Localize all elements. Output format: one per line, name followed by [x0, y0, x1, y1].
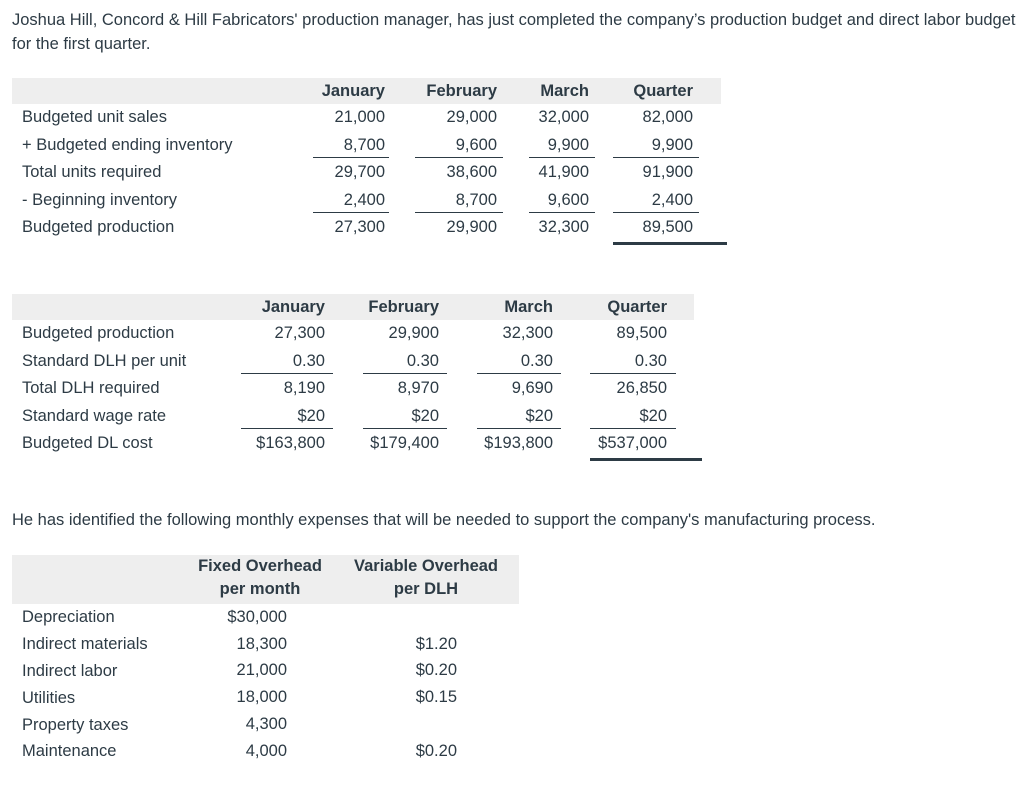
- header-january: January: [321, 81, 385, 100]
- header-blank: [12, 294, 225, 320]
- direct-labor-budget-table: [12, 294, 694, 458]
- row-label: Standard wage rate: [22, 406, 167, 425]
- cell-fixed: $30,000: [227, 607, 287, 626]
- cell-february: 29,000: [446, 108, 497, 127]
- cell-quarter: $537,000: [553, 430, 694, 458]
- table-row: [12, 738, 519, 765]
- header-blank: [12, 78, 287, 104]
- table-row: [12, 375, 694, 403]
- cell-january: 8,190: [283, 379, 325, 398]
- header-blank: [12, 555, 187, 604]
- production-budget-table: [12, 78, 721, 242]
- cell-fixed: 4,000: [245, 741, 287, 760]
- cell-quarter: $20: [553, 403, 694, 431]
- cell-february: 38,600: [446, 163, 497, 182]
- cell-variable: [333, 711, 519, 738]
- cell-quarter: 0.30: [553, 348, 694, 376]
- header-quarter: Quarter: [607, 297, 667, 316]
- cell-march: 32,300: [502, 324, 553, 343]
- header-february: February: [368, 297, 439, 316]
- cell-february: 9,600: [385, 132, 497, 160]
- row-label: + Budgeted ending inventory: [22, 135, 233, 154]
- cell-february: 8,700: [385, 187, 497, 215]
- table-row: [12, 604, 519, 631]
- cell-january: 29,700: [334, 163, 385, 182]
- cell-january: $163,800: [225, 430, 325, 458]
- cell-quarter: 9,900: [589, 132, 721, 160]
- cell-january: 21,000: [334, 108, 385, 127]
- cell-quarter: 26,850: [616, 379, 667, 398]
- cell-january: $20: [225, 403, 325, 431]
- row-label: Standard DLH per unit: [22, 351, 187, 370]
- cell-quarter: 89,500: [616, 324, 667, 343]
- table-header-row: [12, 78, 721, 104]
- table-row: [12, 658, 519, 685]
- header-fixed-line1: Fixed Overhead: [198, 557, 322, 575]
- header-fixed-line2: per month: [219, 580, 301, 598]
- header-january: January: [261, 297, 325, 316]
- cell-february: 8,970: [397, 379, 439, 398]
- cell-fixed: 18,000: [236, 688, 287, 707]
- row-label: Property taxes: [22, 715, 129, 734]
- row-label: Maintenance: [22, 742, 117, 761]
- cell-march: $193,800: [439, 430, 553, 458]
- cell-february: 29,900: [385, 214, 497, 242]
- cell-variable: $0.15: [415, 688, 457, 707]
- cell-variable: $0.20: [415, 661, 457, 680]
- header-march: March: [540, 81, 589, 100]
- cell-variable: [333, 604, 519, 631]
- overhead-table: [12, 555, 519, 765]
- header-fixed-overhead: [187, 555, 333, 604]
- table-row: [12, 430, 694, 458]
- header-variable-line2: per DLH: [393, 580, 459, 598]
- table-row: [12, 711, 519, 738]
- cell-february: 29,900: [388, 324, 439, 343]
- cell-variable: $0.20: [415, 741, 457, 760]
- table-row: [12, 132, 721, 160]
- table-header-row: [12, 294, 694, 320]
- cell-march: 0.30: [439, 348, 553, 376]
- cell-quarter: 91,900: [642, 163, 693, 182]
- row-label: - Beginning inventory: [22, 190, 178, 209]
- table-row: [12, 214, 721, 242]
- row-label: Utilities: [22, 688, 76, 707]
- cell-january: 27,300: [274, 324, 325, 343]
- table-row: [12, 631, 519, 658]
- cell-march: 9,690: [511, 379, 553, 398]
- cell-march: 9,600: [497, 187, 589, 215]
- cell-march: 32,000: [538, 108, 589, 127]
- cell-january: 0.30: [225, 348, 325, 376]
- row-label: Budgeted production: [22, 324, 175, 343]
- row-label: Budgeted production: [22, 218, 175, 237]
- table-row: [12, 320, 694, 348]
- row-label: Indirect materials: [22, 635, 148, 654]
- cell-february: 0.30: [325, 348, 439, 376]
- table-row: [12, 403, 694, 431]
- table-row: [12, 159, 721, 187]
- row-label: Total units required: [22, 163, 162, 182]
- intro-paragraph: Joshua Hill, Concord & Hill Fabricators' production manager, has just completed the company’s production budget and direct labor budget for the first quarter.: [12, 11, 1016, 53]
- cell-variable: $1.20: [415, 634, 457, 653]
- cell-february: $179,400: [325, 430, 439, 458]
- table-row: [12, 187, 721, 215]
- cell-january: 8,700: [287, 132, 385, 160]
- cell-march: 41,900: [538, 163, 589, 182]
- header-february: February: [426, 81, 497, 100]
- overhead-intro-paragraph: He has identified the following monthly expenses that will be needed to support the company's manufacturing process.: [12, 511, 876, 529]
- cell-january: 27,300: [287, 214, 385, 242]
- header-march: March: [504, 297, 553, 316]
- header-quarter: Quarter: [633, 81, 693, 100]
- cell-january: 2,400: [287, 187, 385, 215]
- table-row: [12, 684, 519, 711]
- cell-fixed: 18,300: [236, 634, 287, 653]
- cell-quarter: 82,000: [642, 108, 693, 127]
- row-label: Indirect labor: [22, 661, 118, 680]
- row-label: Depreciation: [22, 608, 115, 627]
- table-row: [12, 104, 721, 132]
- cell-quarter: 89,500: [589, 214, 721, 242]
- table-header-row: [12, 555, 519, 604]
- cell-march: $20: [439, 403, 553, 431]
- cell-quarter: 2,400: [589, 187, 721, 215]
- cell-february: $20: [325, 403, 439, 431]
- row-label: Total DLH required: [22, 379, 160, 398]
- cell-fixed: 21,000: [236, 661, 287, 680]
- row-label: Budgeted DL cost: [22, 434, 153, 453]
- cell-fixed: 4,300: [245, 715, 287, 734]
- row-label: Budgeted unit sales: [22, 108, 167, 127]
- header-variable-line1: Variable Overhead: [354, 557, 498, 575]
- cell-march: 9,900: [497, 132, 589, 160]
- header-variable-overhead: [333, 555, 519, 604]
- table-row: [12, 348, 694, 376]
- cell-march: 32,300: [497, 214, 589, 242]
